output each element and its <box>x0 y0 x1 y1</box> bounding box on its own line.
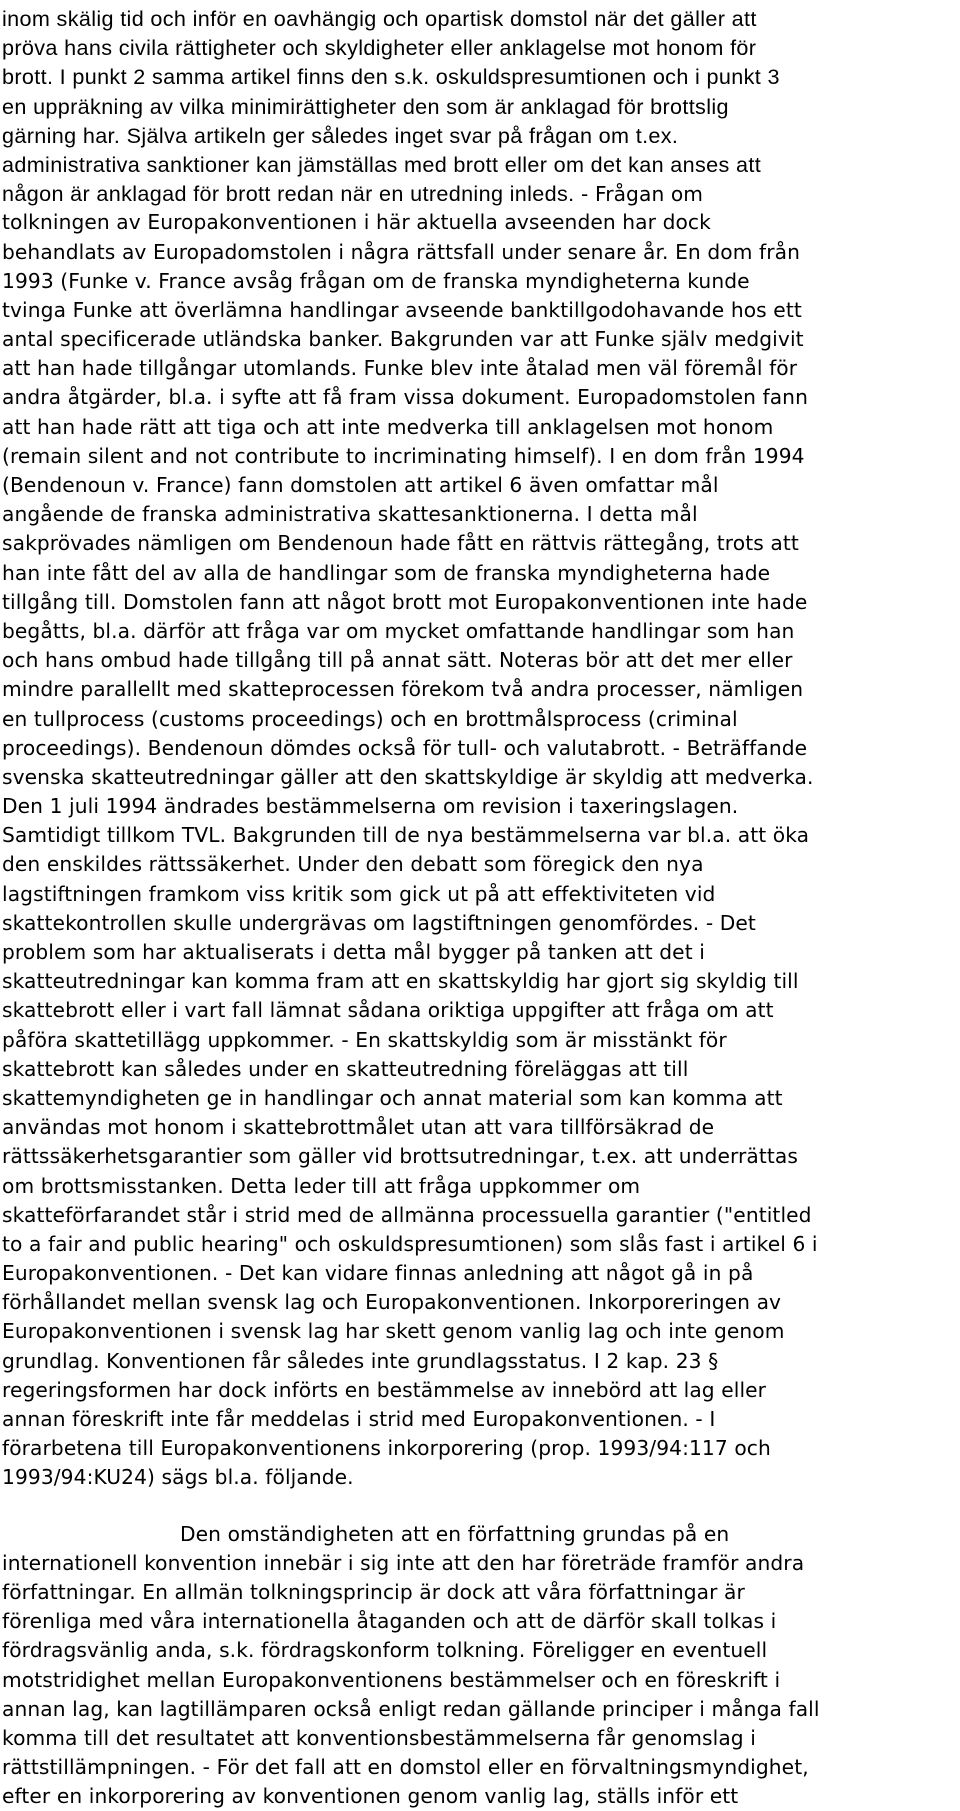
text-line: skattebrott kan således under en skatteutredning föreläggas att till <box>2 1056 689 1081</box>
paragraph-gap <box>2 1493 942 1520</box>
text-line: förarbetena till Europakonventionens inkorporering (prop. 1993/94:117 och <box>2 1436 771 1461</box>
quote-line: fördragsvänlig anda, s.k. fördragskonform tolkning. Föreligger en eventuell <box>2 1638 768 1663</box>
paragraph-main <box>2 4 942 1493</box>
text-line: och hans ombud hade tillgång till på annat sätt. Noteras bör att det mer eller <box>2 648 793 673</box>
text-line: administrativa sanktioner kan jämställas med brott eller om det kan anses att <box>2 151 762 177</box>
text-line: inom skälig tid och inför en oavhängig och opartisk domstol när det gäller att <box>2 6 757 31</box>
quote-line: efter en inkorporering av konventionen genom vanlig lag, ställs inför ett <box>2 1784 739 1809</box>
text-line: han inte fått del av alla de handlingar som de franska myndigheterna hade <box>2 560 771 585</box>
text-line: skattemyndigheten ge in handlingar och annat material som kan komma att <box>2 1085 783 1110</box>
text-line: rättssäkerhetsgarantier som gäller vid brottsutredningar, t.ex. att underrättas <box>2 1144 799 1169</box>
text-line: (remain silent and not contribute to incriminating himself). I en dom från 1994 <box>2 443 805 468</box>
text-line: brott. I punkt 2 samma artikel finns den s.k. oskuldspresumtionen och i punkt 3 <box>2 64 780 90</box>
text-line: gärning har. Själva artikeln ger således inget svar på frågan om t.ex. <box>2 122 679 148</box>
quote-line: komma till det resultatet att konventionsbestämmelserna får genomslag i <box>2 1725 756 1750</box>
text-line: skattebrott eller i vart fall lämnat sådana oriktiga uppgifter att fråga om att <box>2 998 774 1023</box>
text-line: problem som har aktualiserats i detta mål bygger på tanken att det i <box>2 940 705 964</box>
text-line: tvinga Funke att överlämna handlingar avseende banktillgodohavande hos ett <box>2 297 802 322</box>
text-line: skatteutredningar kan komma fram att en skattskyldig har gjort sig skyldig till <box>2 969 799 994</box>
text-line: 1993/94:KU24) sägs bl.a. följande. <box>2 1465 354 1490</box>
text-line: Den 1 juli 1994 ändrades bestämmelserna om revision i taxeringslagen. <box>2 794 739 819</box>
text-line: Samtidigt tillkom TVL. Bakgrunden till de nya bestämmelserna var bl.a. att öka <box>2 823 810 848</box>
text-line: proceedings). Bendenoun dömdes också för tull- och valutabrott. - Beträffande <box>2 735 808 760</box>
text-span: - Frågan om <box>574 182 704 207</box>
text-line: andra åtgärder, bl.a. i syfte att få fram vissa dokument. Europadomstolen fann <box>2 385 808 410</box>
text-line: antal specificerade utländska banker. Bakgrunden var att Funke själv medgivit <box>2 327 804 352</box>
text-line: begåtts, bl.a. därför att fråga var om mycket omfattande handlingar som han <box>2 618 795 643</box>
quote-line: förenliga med våra internationella åtaganden och att de därför skall tolkas i <box>2 1609 777 1634</box>
text-line: skatteförfarandet står i strid med de allmänna processuella garantier ("entitled <box>2 1202 812 1227</box>
text-line: to a fair and public hearing" och oskuldspresumtionen) som slås fast i artikel 6 i <box>2 1231 818 1256</box>
text-line: att han hade tillgångar utomlands. Funke blev inte åtalad men väl föremål för <box>2 356 798 381</box>
text-line: behandlats av Europadomstolen i några rättsfall under senare år. En dom från <box>2 239 800 264</box>
text-line: den enskildes rättssäkerhet. Under den debatt som föregick den nya <box>2 852 704 877</box>
text-line: pröva hans civila rättigheter och skyldigheter eller anklagelse mot honom för <box>2 35 757 61</box>
text-line: påföra skattetillägg uppkommer. - En skattskyldig som är misstänkt för <box>2 1027 727 1052</box>
text-line: tillgång till. Domstolen fann att något brott mot Europakonventionen inte hade <box>2 589 808 614</box>
text-line: förhållandet mellan svensk lag och Europakonventionen. Inkorporeringen av <box>2 1290 782 1315</box>
text-line: lagstiftningen framkom viss kritik som gick ut på att effektiviteten vid <box>2 881 716 906</box>
text-line: Europakonventionen. - Det kan vidare finnas anledning att något gå in på <box>2 1261 754 1286</box>
quote-line: internationell konvention innebär i sig inte att den har företräde framför andra <box>2 1550 805 1575</box>
quote-line: annan lag, kan lagtillämparen också enligt redan gällande principer i många fall <box>2 1696 820 1721</box>
text-line: en uppräkning av vilka minimirättigheter den som är anklagad för brottslig <box>2 93 729 119</box>
quoted-passage <box>2 1520 942 1811</box>
text-line: annan föreskrift inte får meddelas i strid med Europakonventionen. - I <box>2 1407 716 1431</box>
text-line: grundlag. Konventionen får således inte grundlagsstatus. I 2 kap. 23 § <box>2 1348 719 1373</box>
text-line: tolkningen av Europakonventionen i här aktuella avseenden har dock <box>2 210 711 235</box>
text-line: skattekontrollen skulle undergrävas om lagstiftningen genomfördes. - Det <box>2 910 756 935</box>
quote-line: motstridighet mellan Europakonventionens bestämmelser och en föreskrift i <box>2 1667 781 1692</box>
text-line: sakprövades nämligen om Bendenoun hade fått en rättvis rättegång, trots att <box>2 531 799 556</box>
text-line: (Bendenoun v. France) fann domstolen att artikel 6 även omfattar mål <box>2 473 719 497</box>
quote-line: rättstillämpningen. - För det fall att en domstol eller en förvaltningsmyndighet, <box>2 1755 809 1780</box>
text-span: någon är anklagad för brott redan när en utredning inleds. <box>2 181 575 207</box>
text-line-mixed <box>2 179 942 208</box>
text-line: om brottsmisstanken. Detta leder till att fråga uppkommer om <box>2 1173 641 1198</box>
text-line: angående de franska administrativa skattesanktionerna. I detta mål <box>2 502 698 527</box>
quote-line: författningar. En allmän tolkningsprincip är dock att våra författningar är <box>2 1579 745 1604</box>
text-line: mindre parallellt med skatteprocessen förekom två andra processer, nämligen <box>2 677 804 702</box>
text-line: Europakonventionen i svensk lag har skett genom vanlig lag och inte genom <box>2 1319 785 1344</box>
text-line: svenska skatteutredningar gäller att den skattskyldige är skyldig att medverka. <box>2 764 814 789</box>
text-line: en tullprocess (customs proceedings) och en brottmålsprocess (criminal <box>2 706 738 731</box>
text-line: användas mot honom i skattebrottmålet utan att vara tillförsäkrad de <box>2 1115 715 1140</box>
quote-first-line: Den omständigheten att en författning grundas på en <box>180 1521 730 1546</box>
text-line: att han hade rätt att tiga och att inte medverka till anklagelsen mot honom <box>2 414 774 439</box>
text-line: regeringsformen har dock införts en bestämmelse av innebörd att lag eller <box>2 1377 767 1402</box>
text-line: 1993 (Funke v. France avsåg frågan om de franska myndigheterna kunde <box>2 268 750 293</box>
